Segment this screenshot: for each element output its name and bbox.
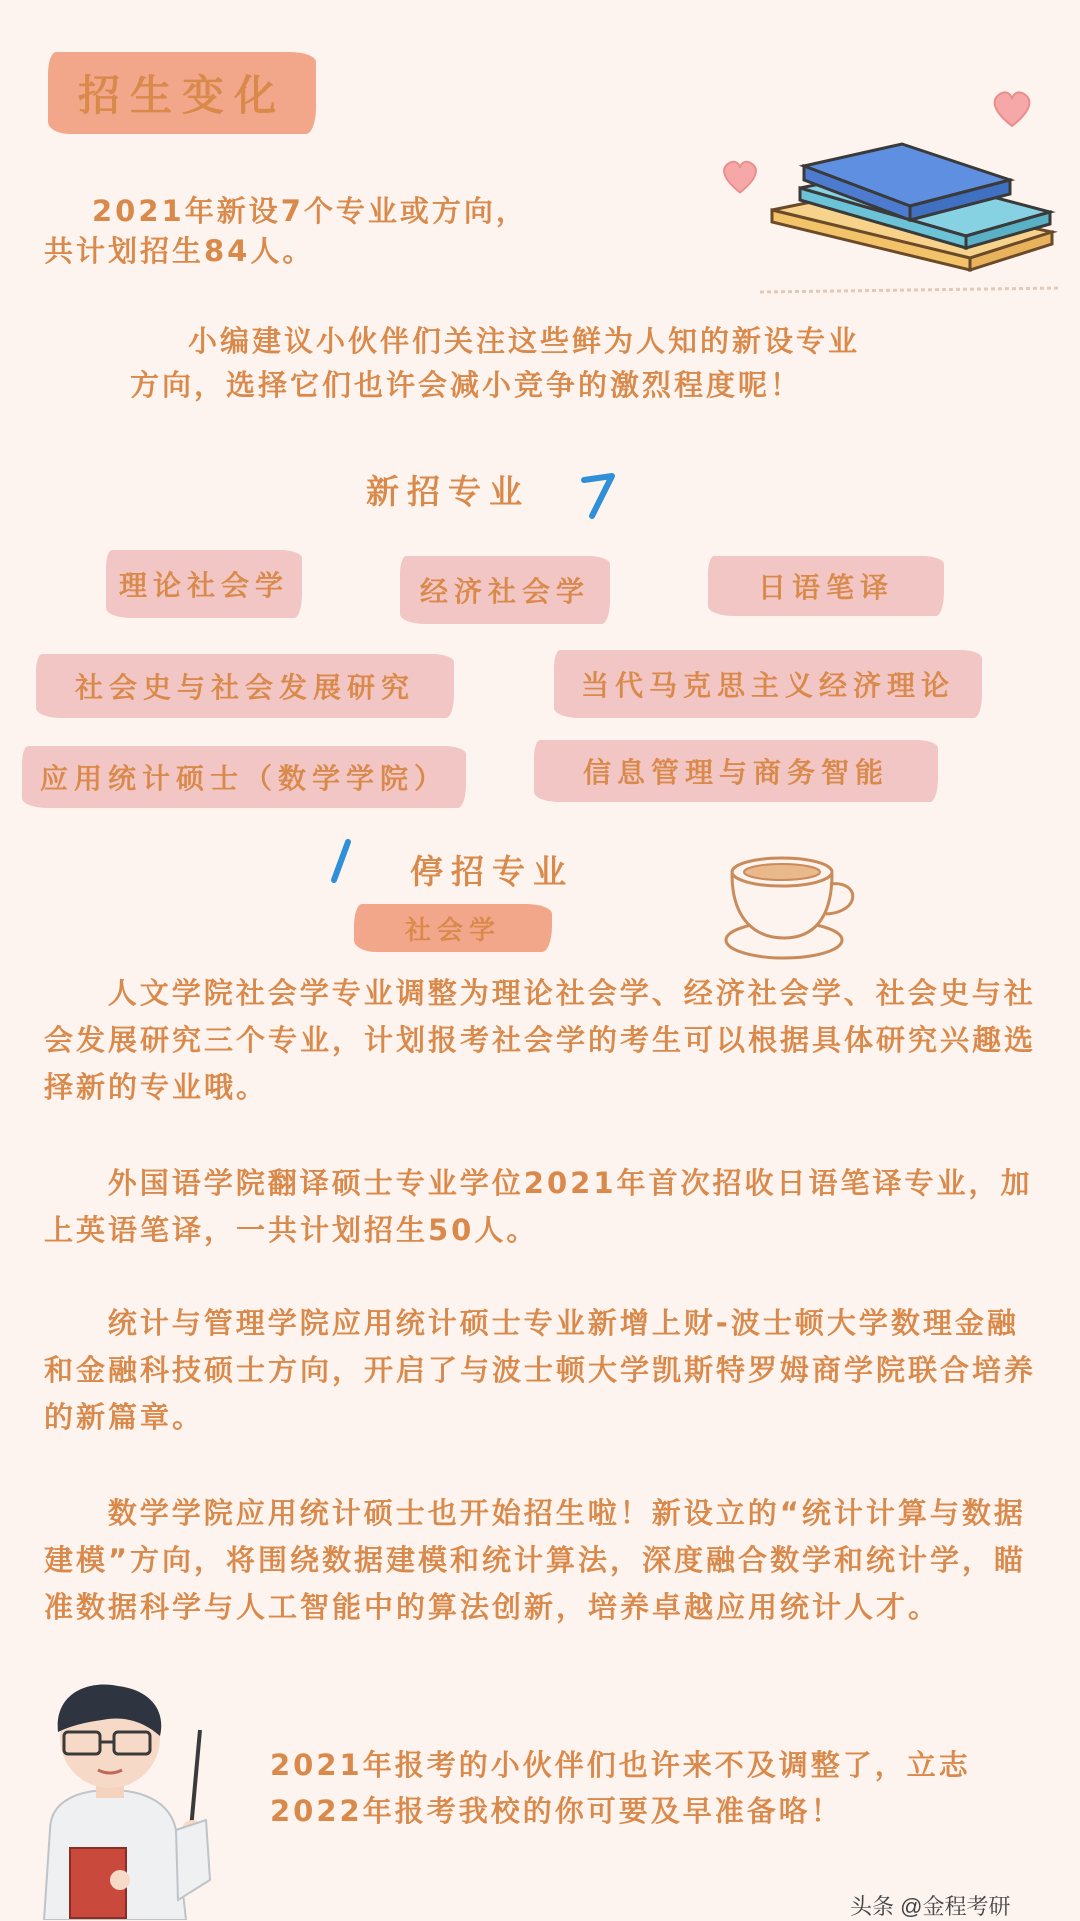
intro-line-1: 2021年新设7个专业或方向， [92,194,528,228]
coffee-cup-icon [718,840,868,964]
teacher-illustration [10,1680,230,1920]
major-tag [554,650,982,718]
major-tag-label: 社会史与社会发展研究 [74,671,415,704]
heart-icon [718,154,762,198]
major-tag [400,556,610,624]
major-tag-label: 信息管理与商务智能 [582,756,889,789]
major-tag-label: 应用统计硕士（数学学院） [39,762,448,795]
paragraph-statistics: 统计与管理学院应用统计硕士专业新增上财-波士顿大学数理金融和金融科技硕士方向，开启了与波士顿大学凯斯特罗姆商学院联合培养的新篇章。 [44,1306,1037,1434]
major-tag-label: 当代马克思主义经济理论 [580,669,955,702]
closing-line-1: 2021年报考的小伙伴们也许来不及调整了，立志 [270,1748,971,1782]
stopped-major-tag-label: 社会学 [404,915,501,946]
paragraph-sociology: 人文学院社会学专业调整为理论社会学、经济社会学、社会史与社会发展研究三个专业，计划报考社会学的考生可以根据具体研究兴趣选择新的专业哦。 [44,976,1037,1104]
watermark: 头条 @金程考研 [850,1894,1011,1919]
major-tag [708,556,944,616]
blue-stroke-icon [578,470,618,520]
heart-icon [988,84,1036,132]
blue-stroke-icon [326,836,356,886]
major-tag [22,746,466,808]
page-title: 招生变化 [77,71,286,120]
header-title-brush [48,52,316,134]
paragraph-translation: 外国语学院翻译硕士专业学位2021年首次招收日语笔译专业，加上英语笔译，一共计划招生50人。 [44,1166,1033,1247]
paragraph-math: 数学学院应用统计硕士也开始招生啦！新设立的“统计计算与数据建模”方向，将围绕数据建模和统计算法，深度融合数学和统计学，瞄准数据科学与人工智能中的算法创新，培养卓越应用统计人才。 [44,1496,1027,1624]
stopped-majors-title: 停招专业 [410,852,574,891]
stopped-major-tag [354,904,552,952]
suggestion-line-1: 小编建议小伙伴们关注这些鲜为人知的新设专业 [188,324,861,358]
major-tag-label: 日语笔译 [757,571,894,604]
major-tag-label: 经济社会学 [419,575,590,608]
major-tag-label: 理论社会学 [118,569,289,602]
closing-line-2: 2022年报考我校的你可要及早准备咯！ [270,1794,843,1828]
new-majors-title: 新招专业 [366,472,530,511]
intro-line-2: 共计划招生84人。 [44,234,315,268]
major-tag [534,740,938,802]
major-tag [36,654,454,718]
books-illustration [760,140,1060,300]
suggestion-line-2: 方向，选择它们也许会减小竞争的激烈程度呢！ [130,368,803,402]
major-tag [106,550,302,618]
